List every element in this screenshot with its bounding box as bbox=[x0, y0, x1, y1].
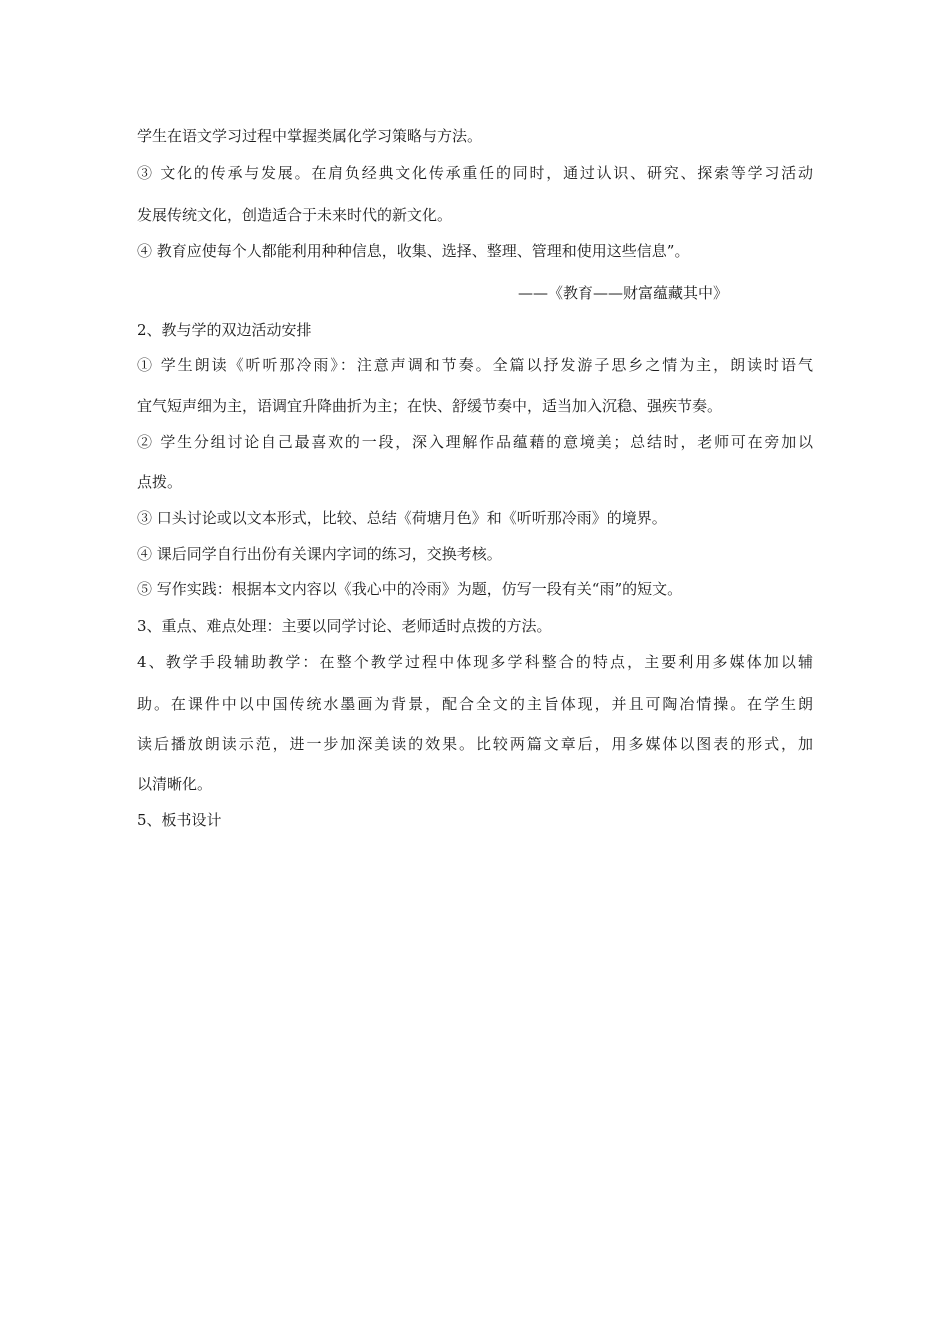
text-line: 以清晰化。 bbox=[137, 775, 213, 793]
text-line: ⑤ 写作实践：根据本文内容以《我心中的冷雨》为题，仿写一段有关“雨”的短文。 bbox=[137, 580, 683, 598]
text-line: ② 学生分组讨论自己最喜欢的一段，深入理解作品蕴藉的意境美；总结时，老师可在旁加以 bbox=[137, 433, 813, 451]
text-line: ④ 课后同学自行出份有关课内字词的练习，交换考核。 bbox=[137, 545, 502, 563]
section-heading: 2、教与学的双边活动安排 bbox=[137, 321, 312, 339]
text-line: ① 学生朗读《听听那冷雨》：注意声调和节奏。全篇以抒发游子思乡之情为主，朗读时语气 bbox=[137, 356, 813, 374]
section-heading: 5、板书设计 bbox=[137, 811, 222, 829]
section-heading: 3、重点、难点处理：主要以同学讨论、老师适时点拨的方法。 bbox=[137, 617, 552, 635]
text-line: 发展传统文化，创造适合于未来时代的新文化。 bbox=[137, 206, 453, 224]
text-line: 点拨。 bbox=[137, 473, 183, 491]
text-line: ③ 口头讨论或以文本形式，比较、总结《荷塘月色》和《听听那冷雨》的境界。 bbox=[137, 509, 667, 527]
text-line: 宜气短声细为主，语调宜升降曲折为主；在快、舒缓节奏中，适当加入沉稳、强疾节奏。 bbox=[137, 397, 723, 415]
quote-attribution: ——《教育——财富蕴藏其中》 bbox=[517, 284, 728, 302]
text-line: 助。在课件中以中国传统水墨画为背景，配合全文的主旨体现，并且可陶冶情操。在学生朗 bbox=[137, 695, 813, 713]
text-line: 读后播放朗读示范，进一步加深美读的效果。比较两篇文章后，用多媒体以图表的形式，加 bbox=[137, 735, 813, 753]
text-line: 学生在语文学习过程中掌握类属化学习策略与方法。 bbox=[137, 127, 483, 145]
section-heading: 4、教学手段辅助教学：在整个教学过程中体现多学科整合的特点，主要利用多媒体加以辅 bbox=[137, 653, 813, 671]
text-line: ④ 教育应使每个人都能利用种种信息，收集、选择、整理、管理和使用这些信息”。 bbox=[137, 242, 690, 260]
text-line: ③ 文化的传承与发展。在肩负经典文化传承重任的同时，通过认识、研究、探索等学习活动 bbox=[137, 164, 813, 182]
